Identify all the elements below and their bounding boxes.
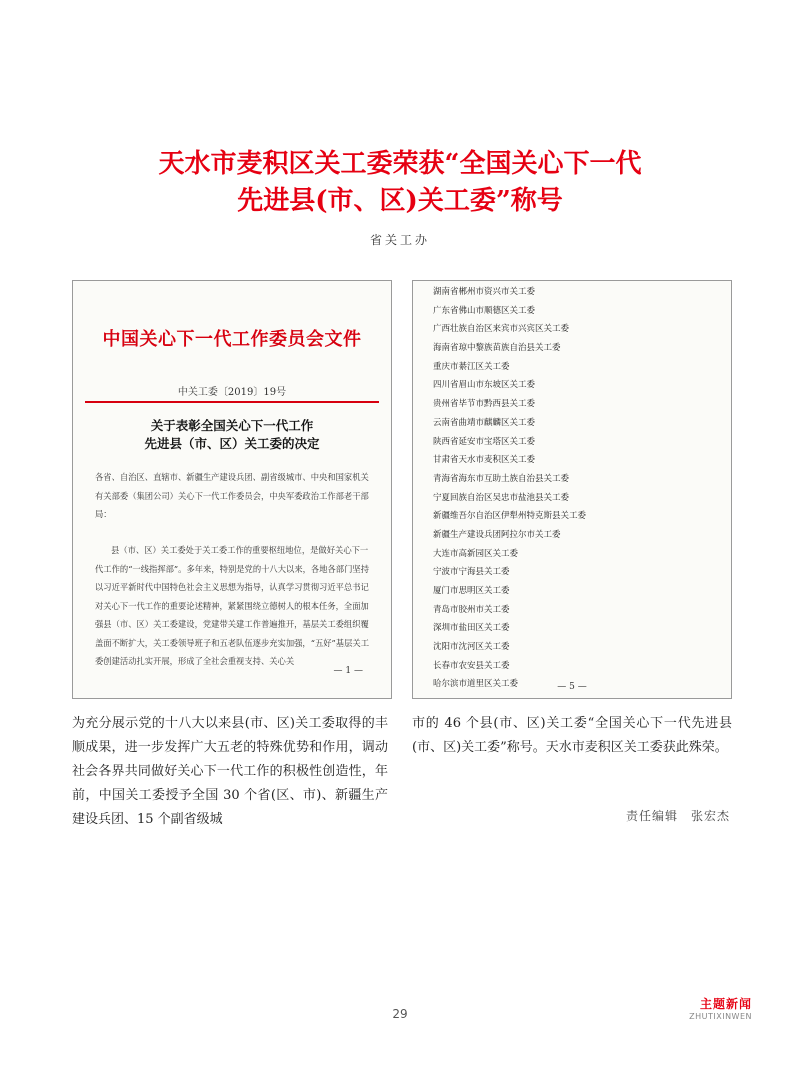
article-title-line-1: 天水市麦积区关工委荣获“全国关心下一代 — [158, 149, 642, 179]
article-byline: 省关工办 — [369, 233, 430, 247]
section-brand — [689, 995, 752, 1021]
document-body: 县（市、区）关工委处于关工委工作的重要枢纽地位，是做好关心下一代工作的“一线指挥部”。多年来，特别是党的十八大以来，各地各部门坚持以习近平新时代中国特色社会主义思想为指导，认真学习贯彻习近平总书记对关心下一代工作的重要论述精神，紧紧围绕立德树人的根本任务，全面加强县（市、区）关工委建设，党建带关建工作普遍推开，基层关工委组织覆盖面不断扩大，关工委领导班子和五老队伍逐步充实加强，“五好”基层关工委创建活动扎实开展，形成了全社会重视支持、关心关 — [95, 545, 369, 666]
list-item: 长春市农安县关工委 — [433, 660, 510, 671]
list-item: 广西壮族自治区来宾市兴宾区关工委 — [433, 324, 570, 335]
list-item: 深圳市盐田区关工委 — [433, 623, 510, 634]
document-subtitle-line-1: 关于表彰全国关心下一代工作 — [150, 418, 314, 433]
list-item: 沈阳市沈河区关工委 — [433, 642, 510, 653]
red-divider — [85, 401, 379, 403]
list-item: 新疆生产建设兵团阿拉尔市关工委 — [433, 529, 561, 540]
document-number: 中关工委〔2019〕19号 — [177, 387, 287, 398]
list-item: 湖南省郴州市资兴市关工委 — [433, 287, 536, 297]
section-pinyin: ZHUTIXINWEN — [689, 1012, 752, 1021]
list-item: 青海省海东市互助土族自治县关工委 — [433, 473, 570, 484]
list-item: 陕西省延安市宝塔区关工委 — [433, 436, 536, 447]
list-item: 宁波市宁海县关工委 — [433, 567, 510, 578]
article-body-right-column: 市的 46 个县(市、区)关工委“全国关心下一代先进县(市、区)关工委”称号。天水市麦积区关工委获此殊荣。 — [412, 716, 732, 755]
document-page-number: — 1 — — [333, 666, 363, 676]
list-item: 大连市高新园区关工委 — [433, 548, 519, 559]
list-item: 贵州省毕节市黔西县关工委 — [433, 399, 536, 410]
document-scan-page-1 — [72, 280, 392, 699]
list-item: 新疆维吾尔自治区伊犁州特克斯县关工委 — [433, 511, 587, 522]
list-item: 重庆市綦江区关工委 — [433, 361, 510, 372]
awardee-list — [433, 283, 586, 694]
page-number: 29 — [392, 1007, 408, 1021]
document-salutation: 各省、自治区、直辖市、新疆生产建设兵团、副省级城市、中央和国家机关有关部委（集团公司）关心下一代工作委员会，中央军委政治工作部老干部局： — [95, 472, 369, 519]
editor-credit: 责任编辑 张宏杰 — [625, 809, 730, 823]
list-item: 青岛市胶州市关工委 — [433, 604, 510, 615]
list-item: 海南省琼中黎族苗族自治县关工委 — [433, 343, 561, 354]
document-subtitle-line-2: 先进县（市、区）关工委的决定 — [144, 436, 320, 451]
list-item: 四川省眉山市东坡区关工委 — [433, 380, 536, 391]
article-title-line-2: 先进县(市、区)关工委”称号 — [237, 186, 563, 216]
document-scan-page-5 — [412, 280, 732, 699]
list-item: 甘肃省天水市麦积区关工委 — [433, 455, 536, 466]
list-item: 宁夏回族自治区吴忠市盐池县关工委 — [433, 492, 570, 503]
list-item: 云南省曲靖市麒麟区关工委 — [433, 417, 536, 428]
list-item: 厦门市思明区关工委 — [433, 586, 510, 596]
article-body-left-column: 为充分展示党的十八大以来县(市、区)关工委取得的丰顺成果，进一步发挥广大五老的特殊优势和作用，调动社会各界共同做好关心下一代工作的积极性创造性，年前，中国关工委授予全国 30 个省(区、市)、新疆生产建设兵团、15 个副省级城 — [72, 716, 388, 827]
document-heading: 中国关心下一代工作委员会文件 — [102, 329, 362, 350]
document-page-number: — 5 — — [557, 682, 587, 692]
list-item: 哈尔滨市道里区关工委 — [433, 679, 519, 690]
list-item: 广东省佛山市顺德区关工委 — [433, 305, 536, 316]
section-name: 主题新闻 — [699, 997, 752, 1011]
